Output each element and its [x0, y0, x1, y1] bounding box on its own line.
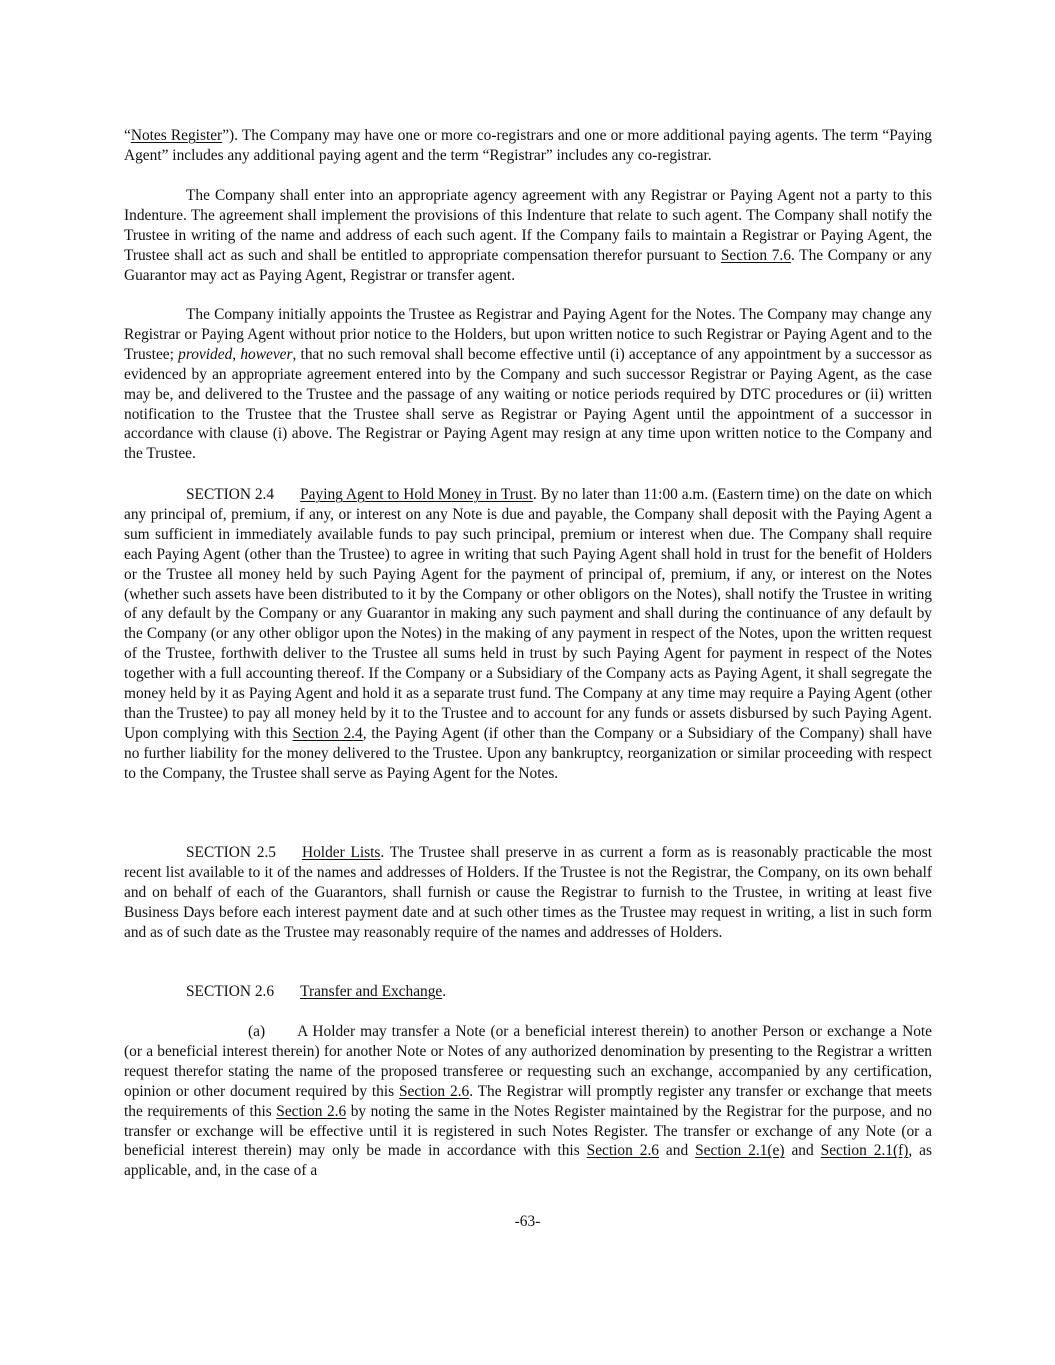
section-2-1-e-link[interactable]: Section 2.1(e)	[695, 1142, 785, 1160]
comma: ,	[232, 345, 241, 363]
paragraph-agency-agreement	[124, 186, 932, 286]
section-2-4-link[interactable]: Section 2.4	[292, 724, 363, 742]
paragraph-text: The Company shall enter into an appropriate agency agreement with any Registrar or Paying Agent not a party to this Indenture. The agreement shall implement the provisions of this Indenture that relate to such agent. The Company shall notify the Trustee in writing of the name and address of each such agent. If the Company fails to maintain a Registrar or Paying Agent, the Trustee shall act as such and shall be entitled to appropriate compensation therefor pursuant to	[124, 187, 932, 264]
paragraph-text: . The Company or any Guarantor may act as Paying Agent, Registrar or transfer agent.	[124, 246, 932, 284]
subsection-label: (a)	[248, 1023, 266, 1040]
section-2-1-f-link[interactable]: Section 2.1(f)	[820, 1142, 909, 1160]
open-quote: “	[124, 127, 131, 144]
section-7-6-link[interactable]: Section 7.6	[720, 246, 791, 264]
section-2-6-link[interactable]: Section 2.6	[276, 1102, 347, 1120]
paragraph-text: , as applicable, and, in the case of a	[124, 1142, 932, 1180]
subsection-a	[124, 1022, 932, 1181]
section-2-6	[124, 982, 932, 1002]
paragraph-text: A Holder may transfer a Note (or a beneficial interest therein) to another Person or exchange a Note (or a beneficial interest therein) for another Note or Notes of any authorized denomination by presenting to the Registrar a written request therefor stating the name of the proposed transferee or requesting such an exchange, accompanied by any certification, opinion or other document required by this	[124, 1023, 932, 1100]
section-number: SECTION 2.6	[186, 983, 275, 1000]
section-2-5	[124, 843, 932, 943]
provided-italic: provided	[178, 345, 233, 363]
period: .	[442, 983, 447, 1000]
section-2-4	[124, 485, 932, 784]
paragraph-text: . The Trustee shall preserve in as current a form as is reasonably practicable the most recent list available to it of the names and addresses of Holders. If the Trustee is not the Registrar, the Company, on its own behalf and on behalf of each of the Guarantors, shall furnish or cause the Registrar to furnish to the Trustee, in writing at least five Business Days before each interest payment date and at such other times as the Trustee may request in writing, a list in such form and as of such date as the Trustee may reasonably require of the names and addresses of Holders.	[124, 844, 932, 941]
section-heading: Holder Lists	[301, 844, 381, 861]
page-number: -63-	[514, 1213, 541, 1230]
section-heading: Paying Agent to Hold Money in Trust	[300, 486, 533, 503]
paragraph-text: ”). The Company may have one or more co-registrars and one or more additional paying agents. The term “Paying Agent” includes any additional paying agent and the term “Registrar” includes any co-registrar.	[124, 127, 933, 164]
paragraph-notes-register	[124, 126, 932, 166]
paragraph-text: . By no later than 11:00 a.m. (Eastern time) on the date on which any principal of, premium, if any, or interest on any Note is due and payable, the Company shall deposit with the Paying Agent a sum sufficient in immediately available funds to pay such principal, premium or interest when due. The Company shall require each Paying Agent (other than the Trustee) to agree in writing that such Paying Agent shall hold in trust for the benefit of Holders or the Trustee all money held by such Paying Agent for the payment of principal of, premium, if any, or interest on the Notes (whether such assets have been distributed to it by the Company or other obligors on the Notes), shall notify the Trustee in writing of any default by the Company or any Guarantor in making any such payment and shall during the continuance of any default by the Company (or any other obligor upon the Notes) in the making of any payment in respect of the Notes, upon the written request of the Trustee, forthwith deliver to the Trustee all sums held in trust by such Paying Agent for payment in respect of the Notes together with a full accounting thereof. If the Company or a Subsidiary of the Company acts as Paying Agent, it shall segregate the money held by it as Paying Agent and hold it as a separate trust fund. The Company at any time may require a Paying Agent (other than the Trustee) to pay all money held by it to the Trustee and to account for any funds or assets disbursed by such Paying Agent. Upon complying with this	[124, 486, 932, 742]
paragraph-text: , that no such removal shall become effective until (i) acceptance of any appointment by a successor as evidenced by an appropriate agreement entered into by the Company and such successor Registrar or Paying Agent, as the case may be, and delivered to the Trustee and the passage of any waiting or notice periods required by DTC procedures or (ii) written notification to the Trustee that the Trustee shall serve as Registrar or Paying Agent until the appointment of a successor in accordance with clause (i) above. The Registrar or Paying Agent may resign at any time upon written notice to the Company and the Trustee.	[124, 345, 933, 463]
paragraph-text: . The Registrar will promptly register any transfer or exchange that meets the requirements of this	[124, 1082, 932, 1120]
however-italic: however	[240, 345, 293, 363]
section-2-6-link[interactable]: Section 2.6	[398, 1082, 470, 1100]
conjunction: and	[658, 1142, 696, 1160]
paragraph-text: The Company initially appoints the Trustee as Registrar and Paying Agent for the Notes. The Company may change any Registrar or Paying Agent without prior notice to the Holders, but upon written notice to such Registrar or Paying Agent and to the Trustee;	[124, 306, 932, 363]
section-number: SECTION 2.5	[186, 844, 276, 861]
conjunction: and	[784, 1142, 821, 1160]
section-number: SECTION 2.4	[186, 486, 275, 503]
notes-register-link[interactable]: Notes Register	[130, 127, 223, 144]
paragraph-initial-appointment	[124, 305, 932, 464]
section-2-6-link[interactable]: Section 2.6	[586, 1142, 659, 1160]
paragraph-text: , the Paying Agent (if other than the Company or a Subsidiary of the Company) shall have no further liability for the money delivered to the Trustee. Upon any bankruptcy, reorganization or similar proceeding with respect to the Company, the Trustee shall serve as Paying Agent for the Notes.	[124, 724, 932, 782]
paragraph-text: by noting the same in the Notes Register maintained by the Registrar for the purpose, and no transfer or exchange will be effective until it is registered in such Notes Register. The transfer or exchange of any Note (or a beneficial interest therein) may only be made in accordance with this	[124, 1102, 932, 1160]
section-heading: Transfer and Exchange	[300, 983, 443, 1000]
